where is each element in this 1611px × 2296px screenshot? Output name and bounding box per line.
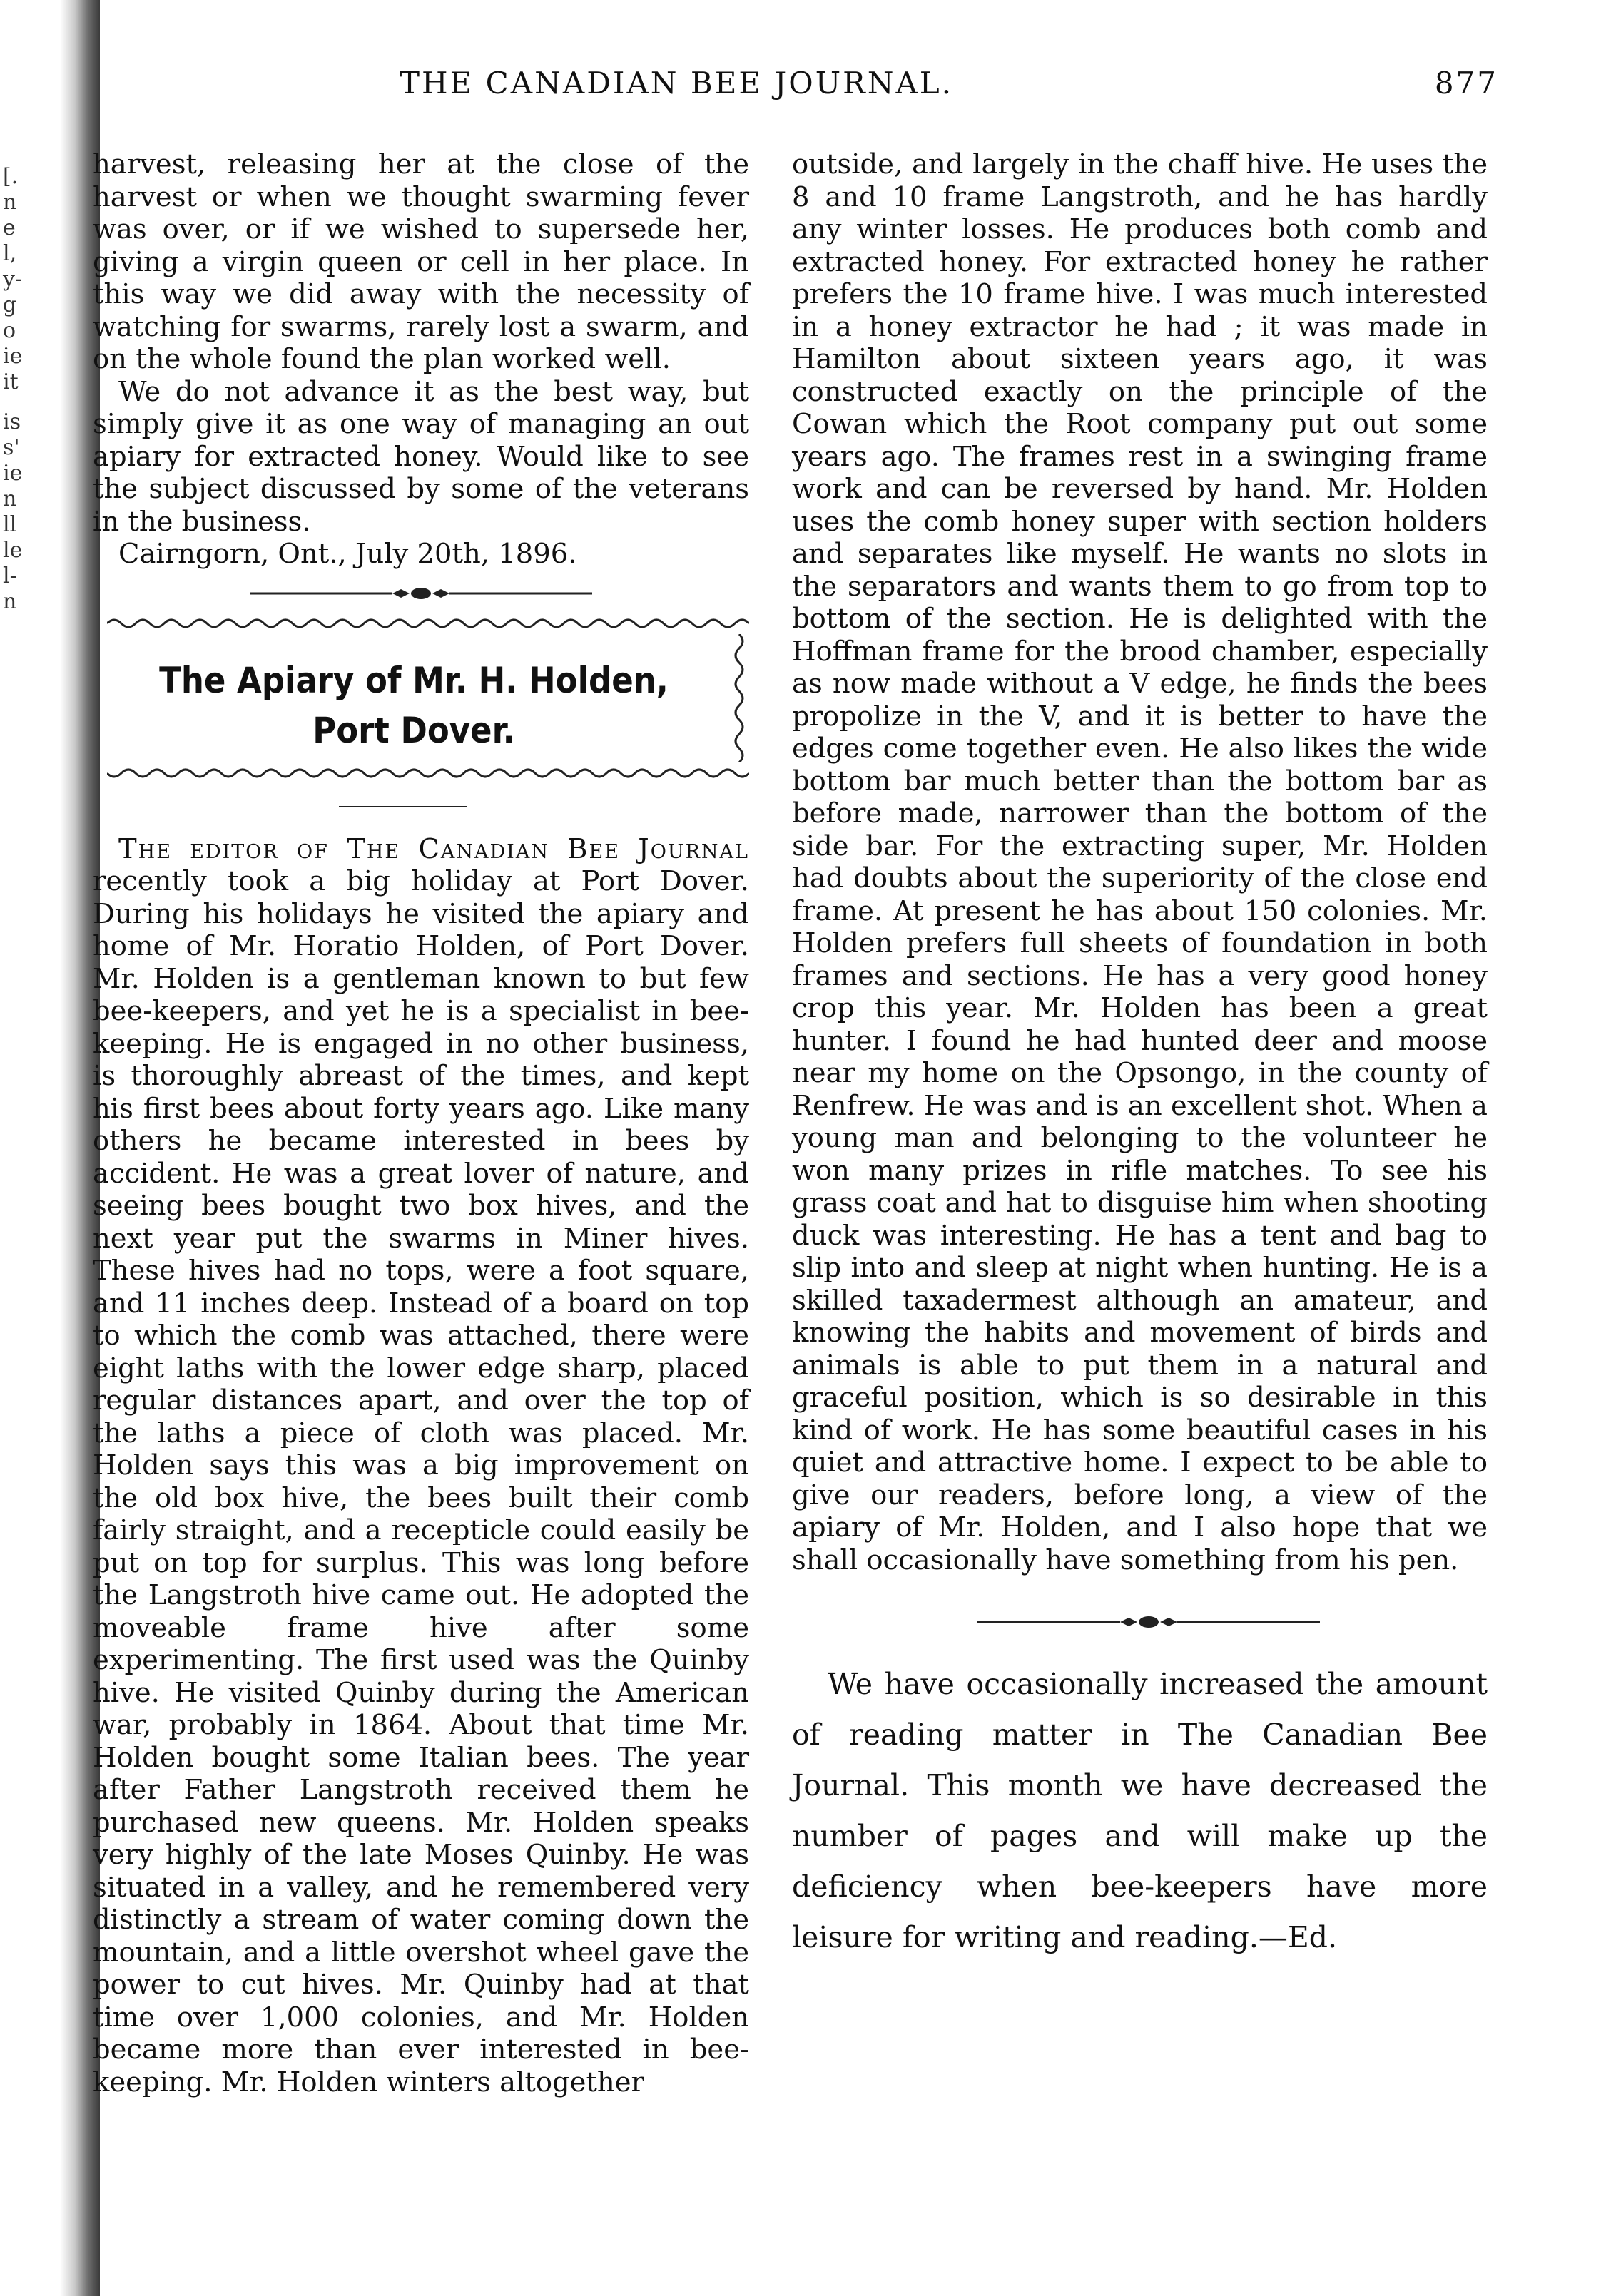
margin-fragment: y- — [3, 267, 23, 292]
margin-fragment: ie — [3, 461, 23, 486]
margin-fragment: is — [3, 409, 21, 434]
margin-fragment: [. — [3, 164, 19, 189]
article-title-line-2: Port Dover. — [312, 709, 515, 751]
margin-fragment: n — [3, 190, 17, 215]
ornament-divider-right — [977, 1613, 1320, 1631]
paragraph-harvest: harvest, releasing her at the close of the harvest or when we thought swarming fever was over, or if we wished to supersede her, giving a virgin queen or cell in her place. In this way we did away with the necessity of watching for swarms, rarely lost a swarm, and on the whole found the plan worked well. — [93, 148, 749, 375]
short-rule — [339, 806, 467, 807]
margin-fragment: ll — [3, 512, 17, 537]
page-number: 877 — [1434, 66, 1498, 101]
article-paragraph: recently took a big holiday at Port Dover. During his holidays he visited the apiary and home of Mr. Horatio Holden, of Port Dover. Mr. Holden is a gentleman known to but few bee-keepers, and yet he is a specialist in bee-keeping. He is engaged in no other business, is thoroughly abreast of the times, and kept his first bees about forty years ago. Like many others he became interested in bees by accident. He was a great lover of nature, and seeing bees bought two box hives, and the next year put the swarms in Miner hives. These hives had no tops, were a foot square, and 11 inches deep. Instead of a board on top to which the comb was attached, there were eight laths with the lower edge sharp, placed regular distances apart, and over the top of the laths a piece of cloth was placed. Mr. Holden says this was a big improvement on the old box hive, the bees built their comb fairly straight, and a recepticle could easily be put on top for surplus. This was long before the Langstroth hive came out. He adopted the moveable frame hive after some experimenting. The first used was the Quinby hive. He visited Quinby during the American war, probably in 1864. About that time Mr. Holden bought some Italian bees. The year after Father Langstroth received them he purchased new queens. Mr. Holden speaks very highly of the late Moses Quinby. He was situated in a valley, and he remembered very distinctly a stream of water coming down the mountain, and a little overshot wheel gave the power to cut hives. Mr. Quinby had at that time over 1,000 colonies, and Mr. Holden became more than ever interested in bee-keeping. Mr. Holden winters altogether — [93, 865, 749, 2098]
article-continuation: outside, and largely in the chaff hive. He uses the 8 and 10 frame Langstroth, and he has hardly any winter losses. He produces both comb and extracted honey. For extracted honey he rather prefers the 10 frame hive. I was much interested in a honey extractor he had ; it was made in Hamilton about sixteen years ago, it was constructed exactly on the principle of the Cowan which the Root company put out some years ago. The frames rest in a swinging frame work and can be reversed by hand. Mr. Holden uses the comb honey super with section holders and separates like myself. He wants no slots in the separators and wants them to go from top to bottom of the section. He is delighted with the Hoffman frame for the brood chamber, especially as now made without a V edge, he finds the bees propolize in the V, and it is better to have the edges come together even. He also likes the wide bottom bar much better than the bottom bar as before made, narrower than the bottom of the side bar. For the extracting super, Mr. Holden had doubts about the superiority of the close end frame. At present he has about 150 colonies. Mr. Holden prefers full sheets of foundation in both frames and sections. He has a very good honey crop this year. Mr. Holden has been a great hunter. I found he had hunted deer and moose near my home on the Opsongo, in the county of Renfrew. He was and is an excellent shot. When a young man and belonging to the volunteer he won many prizes in rifle matches. To see his grass coat and hat to disguise him when shooting duck was interesting. He has a tent and bag to slip into and sleep at night when hunting. He is a skilled taxadermest although an amateur, and knowing the habits and movement of birds and animals is able to put them in a natural and graceful position, which is so desirable in this kind of work. He has some beautiful cases in his quiet and attractive home. I expect to be able to give our readers, before long, a view of the apiary of Mr. Holden, and I also hope that we shall occasionally have something from his pen. — [792, 148, 1488, 1576]
ornament-divider — [250, 585, 592, 602]
article-intro-small-caps: The editor of The Canadian Bee Journal — [118, 832, 749, 865]
article-title-box — [107, 616, 763, 780]
margin-fragment: g — [3, 292, 17, 317]
facing-page-fragments — [3, 164, 53, 615]
margin-fragment: n — [3, 589, 17, 614]
article-title-line-1: The Apiary of Mr. H. Holden, — [159, 659, 669, 701]
scroll-border-top — [107, 616, 749, 631]
editor-note-text: We have occasionally increased the amount of reading matter in The Canadian Bee Journal. This month we have decreased the number of pages and will make up the deficiency when bee-keepers have more leisure for writing and reading.—Ed. — [792, 1667, 1488, 1954]
dateline: Cairngorn, Ont., July 20th, 1896. — [118, 538, 577, 570]
margin-fragment: s' — [3, 435, 20, 460]
journal-title: THE CANADIAN BEE JOURNAL. — [400, 66, 954, 101]
article-heading — [107, 655, 721, 755]
margin-fragment: o — [3, 318, 16, 343]
right-column — [792, 148, 1488, 1963]
article-body-left — [93, 833, 749, 2099]
running-head — [400, 66, 1541, 108]
paragraph-closing: We do not advance it as the best way, but simply give it as one way of managing an out apiary for extracted honey. Would like to see the subject discussed by some of the veterans in the business. — [93, 375, 749, 538]
editor-note — [792, 1659, 1488, 1963]
scroll-border-bottom — [107, 766, 749, 780]
margin-fragment: le — [3, 538, 23, 563]
scroll-border-side — [729, 634, 749, 762]
margin-fragment: ie — [3, 344, 23, 369]
margin-fragment: it — [3, 369, 19, 394]
margin-fragment: l- — [3, 563, 17, 588]
margin-fragment: e — [3, 215, 16, 240]
margin-fragment: l, — [3, 241, 17, 266]
margin-fragment: n — [3, 486, 17, 511]
left-column — [93, 148, 749, 2098]
